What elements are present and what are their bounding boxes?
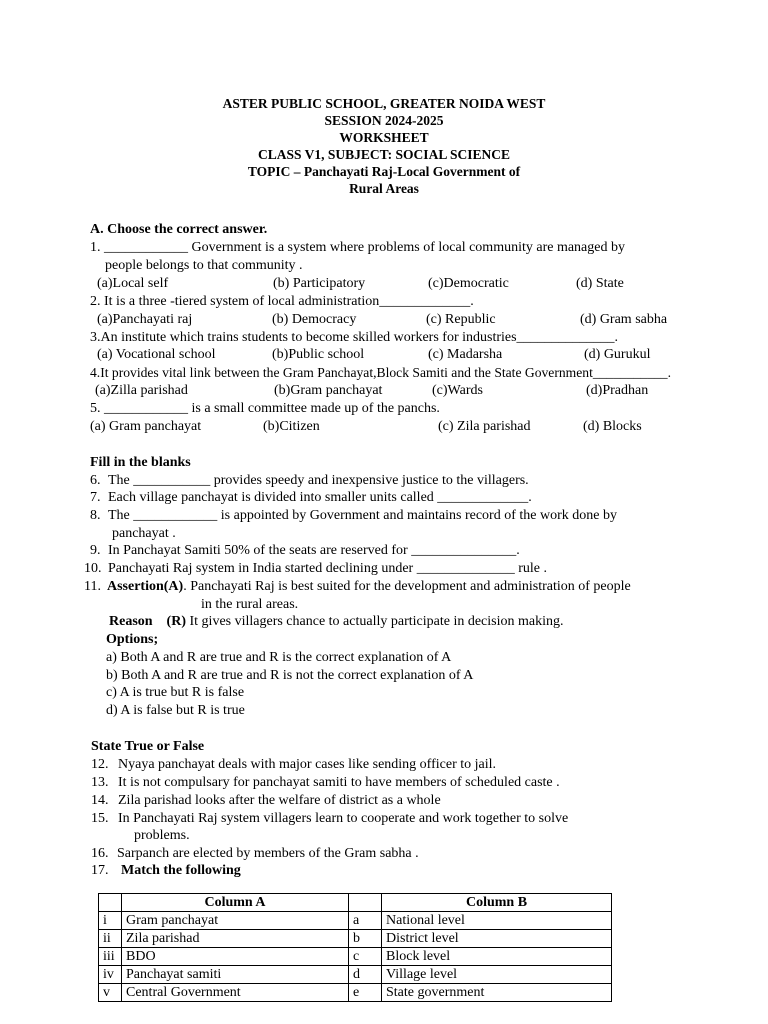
match-table xyxy=(98,893,612,1002)
q12-number: 12. xyxy=(91,757,109,772)
column-b-cell: Block level xyxy=(382,948,612,966)
q7-number: 7. xyxy=(90,490,101,505)
reason-label: Reason (R) xyxy=(109,614,186,629)
row-number: v xyxy=(99,984,122,1002)
q1-option-a: (a)Local self xyxy=(97,276,169,291)
q5-option-b: (b)Citizen xyxy=(263,419,320,434)
q2-option-b: (b) Democracy xyxy=(272,312,357,327)
q11-number: 11. xyxy=(84,579,101,594)
q17-number: 17. xyxy=(91,863,109,878)
option-d: d) A is false but R is true xyxy=(106,703,245,718)
row-number: iv xyxy=(99,966,122,984)
q2-text: 2. It is a three -tiered system of local administration_____________. xyxy=(90,294,474,309)
option-c: c) A is true but R is false xyxy=(106,685,245,700)
q17-text: Match the following xyxy=(121,863,241,878)
row-letter: a xyxy=(349,912,382,930)
assertion-text: . Panchayati Raj is best suited for the development and administration of people xyxy=(183,579,631,594)
q11-reason xyxy=(109,613,563,630)
q15-text: In Panchayati Raj system villagers learn to cooperate and work together to solve xyxy=(118,811,569,826)
school-name: ASTER PUBLIC SCHOOL, GREATER NOIDA WEST xyxy=(222,96,546,111)
option-b: b) Both A and R are true and R is not the correct explanation of A xyxy=(106,668,474,683)
row-number: iii xyxy=(99,948,122,966)
q5-text: 5. ____________ is a small committee made up of the panchs. xyxy=(90,401,440,416)
q10-text: Panchayati Raj system in India started declining under ______________ rule . xyxy=(108,561,547,576)
q8-text: The ____________ is appointed by Government and maintains record of the work done by xyxy=(108,508,617,523)
column-b-cell: District level xyxy=(382,930,612,948)
table-row xyxy=(99,948,612,966)
q16-number: 16. xyxy=(91,846,109,861)
q12-text: Nyaya panchayat deals with major cases like sending officer to jail. xyxy=(118,757,496,772)
column-a-cell: BDO xyxy=(122,948,349,966)
q5-option-d: (d) Blocks xyxy=(583,419,642,434)
column-a-cell: Panchayat samiti xyxy=(122,966,349,984)
q2-option-c: (c) Republic xyxy=(426,312,496,327)
q13-number: 13. xyxy=(91,775,109,790)
q1-text: 1. ____________ Government is a system where problems of local community are managed by xyxy=(90,240,625,255)
q16-text: Sarpanch are elected by members of the Gram sabha . xyxy=(117,846,419,861)
q5-option-a: (a) Gram panchayat xyxy=(90,419,202,434)
q14-text: Zila parishad looks after the welfare of district as a whole xyxy=(118,793,441,808)
q3-option-d: (d) Gurukul xyxy=(584,347,651,362)
q15-number: 15. xyxy=(91,811,109,826)
q3-option-b: (b)Public school xyxy=(272,347,365,362)
q9-number: 9. xyxy=(90,543,101,558)
fill-blanks-title: Fill in the blanks xyxy=(90,455,191,470)
row-letter: b xyxy=(349,930,382,948)
session-line: SESSION 2024-2025 xyxy=(324,113,444,128)
q6-number: 6. xyxy=(90,473,101,488)
q6-text: The ___________ provides speedy and inexpensive justice to the villagers. xyxy=(108,473,529,488)
row-letter: d xyxy=(349,966,382,984)
q1-text-cont: people belongs to that community . xyxy=(105,258,303,273)
row-number: i xyxy=(99,912,122,930)
q4-text: 4.It provides vital link between the Gram Panchayat,Block Samiti and the State Government___________. xyxy=(90,365,672,380)
table-row xyxy=(99,984,612,1002)
table-row xyxy=(99,930,612,948)
row-letter: e xyxy=(349,984,382,1002)
column-b-header: Column B xyxy=(382,894,612,912)
q3-option-c: (c) Madarsha xyxy=(428,347,503,362)
q4-option-b: (b)Gram panchayat xyxy=(274,383,383,398)
q11-assertion xyxy=(107,578,631,595)
q1-option-c: (c)Democratic xyxy=(428,276,509,291)
header-empty-mid xyxy=(349,894,382,912)
q9-text: In Panchayat Samiti 50% of the seats are reserved for _______________. xyxy=(108,543,520,558)
column-a-cell: Zila parishad xyxy=(122,930,349,948)
q13-text: It is not compulsary for panchayat samiti to have members of scheduled caste . xyxy=(118,775,560,790)
q7-text: Each village panchayat is divided into smaller units called _____________. xyxy=(108,490,532,505)
match-table-header xyxy=(99,894,612,912)
row-number: ii xyxy=(99,930,122,948)
column-b-cell: National level xyxy=(382,912,612,930)
q4-option-a: (a)Zilla parishad xyxy=(95,383,188,398)
table-row xyxy=(99,966,612,984)
q1-option-b: (b) Participatory xyxy=(273,276,366,291)
column-a-cell: Gram panchayat xyxy=(122,912,349,930)
class-subject: CLASS V1, SUBJECT: SOCIAL SCIENCE xyxy=(258,147,510,162)
q4-option-d: (d)Pradhan xyxy=(586,383,649,398)
q3-text: 3.An institute which trains students to become skilled workers for industries______________. xyxy=(90,330,619,345)
q2-option-d: (d) Gram sabha xyxy=(580,312,668,327)
q1-option-d: (d) State xyxy=(576,276,624,291)
doc-type: WORKSHEET xyxy=(339,130,429,145)
topic-line-1: TOPIC – Panchayati Raj-Local Government of xyxy=(247,164,521,179)
options-label: Options; xyxy=(106,632,159,647)
q10-number: 10. xyxy=(84,561,102,576)
q8-text-cont: panchayat . xyxy=(112,526,176,541)
q14-number: 14. xyxy=(91,793,109,808)
column-a-cell: Central Government xyxy=(122,984,349,1002)
header-empty-left xyxy=(99,894,122,912)
table-row xyxy=(99,912,612,930)
q15-text-cont: problems. xyxy=(134,828,190,843)
q4-option-c: (c)Wards xyxy=(432,383,483,398)
true-false-title: State True or False xyxy=(91,739,205,754)
column-b-cell: State government xyxy=(382,984,612,1002)
topic-line-2: Rural Areas xyxy=(349,181,419,196)
column-b-cell: Village level xyxy=(382,966,612,984)
option-a: a) Both A and R are true and R is the correct explanation of A xyxy=(106,650,452,665)
section-a-title: A. Choose the correct answer. xyxy=(90,222,268,237)
q2-option-a: (a)Panchayati raj xyxy=(97,312,193,327)
assertion-label: Assertion(A) xyxy=(107,579,184,594)
q8-number: 8. xyxy=(90,508,101,523)
q11-assertion-cont: in the rural areas. xyxy=(201,597,299,612)
column-a-header: Column A xyxy=(122,894,349,912)
reason-text: It gives villagers chance to actually participate in decision making. xyxy=(186,614,564,629)
q5-option-c: (c) Zila parishad xyxy=(438,419,531,434)
row-letter: c xyxy=(349,948,382,966)
q3-option-a: (a) Vocational school xyxy=(97,347,216,362)
